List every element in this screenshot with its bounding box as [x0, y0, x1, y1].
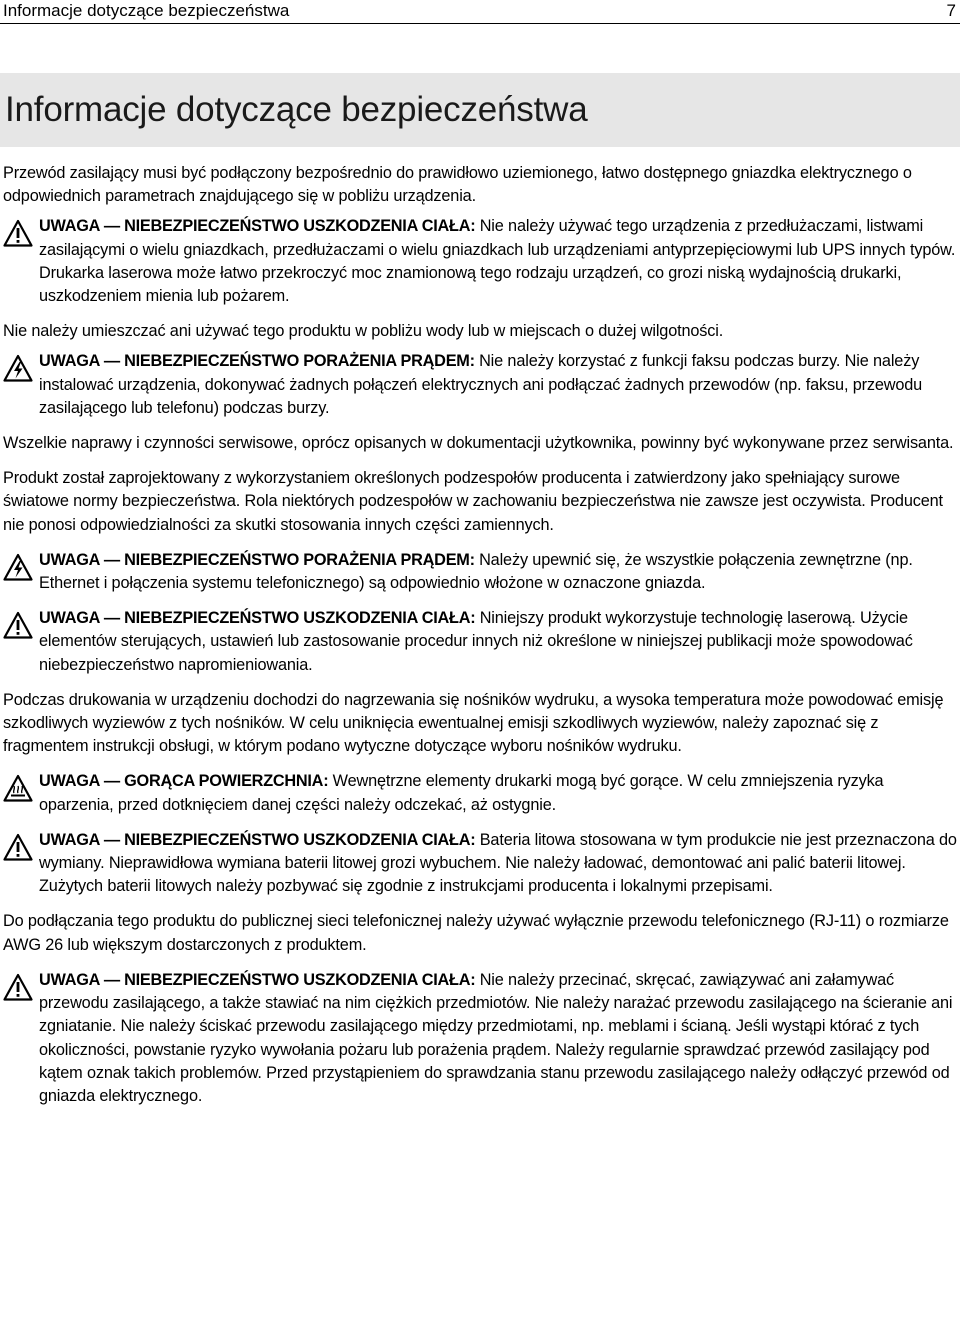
caution-text: Nie należy używać tego urządzenia z przedłużaczami, listwami zasilającymi o wielu gniazdkach, przedłużaczami o wielu gniazdkach lub urządzeniami antyprzepięciowymi lub UPS innych typów. Drukarka laserowa może łatwo przekroczyć moc znamionową tego rodzaju urządzeń, co grozi niską wydajnością drukarki, uszkodzeniem mienia lub pożarem.: [39, 217, 956, 306]
caution-text: Nie należy korzystać z funkcji faksu podczas burzy. Nie należy instalować urządzenia, dokonywać żadnych połączeń elektrycznych ani podłączać żadnych przewodów (np. faksu, przewodu zasilającego lub telefonu) podczas burzy.: [39, 352, 923, 417]
caution-text: Niniejszy produkt wykorzystuje technologię laserową. Użycie elementów sterujących, ustawień lub zastosowanie procedur innych niż określone w niniejszej publikacji może spowodować niebezpieczeństwo napromieniowania.: [39, 609, 913, 674]
caution-label: UWAGA — NIEBEZPIECZEŃSTWO USZKODZENIA CIAŁA:: [39, 970, 480, 989]
running-header: [0, 0, 960, 24]
hot-surface-icon: [3, 774, 33, 802]
page-title: Informacje dotyczące bezpieczeństwa: [5, 90, 588, 129]
warning-triangle-icon: [3, 611, 33, 639]
caution-injury-battery: [0, 829, 960, 899]
caution-injury-power-cord: [0, 969, 960, 1108]
paragraph-power-cord: Przewód zasilający musi być podłączony bezpośrednio do prawidłowo uziemionego, łatwo dostępnego gniazdka elektrycznego o odpowiednich parametrach znajdującego się w pobliżu urządzenia.: [3, 164, 912, 206]
caution-text: Należy upewnić się, że wszystkie połączenia zewnętrzne (np. Ethernet i połączenia systemu telefonicznego) są odpowiednio włożone w oznaczone gniazda.: [39, 550, 913, 593]
paragraph-components: Produkt został zaprojektowany z wykorzystaniem określonych podzespołów producenta i zatwierdzony jako spełniający surowe światowe normy bezpieczeństwa. Rola niektórych podzespołów w zachowaniu bezpieczeństwa nie zawsze jest oczywista. Producent nie ponosi odpowiedzialności za skutki stosowania innych części zamiennych.: [3, 469, 943, 534]
warning-triangle-icon: [3, 973, 33, 1001]
warning-triangle-icon: [3, 833, 33, 861]
caution-label: UWAGA — NIEBEZPIECZEŃSTWO PORAŻENIA PRĄDEM:: [39, 352, 480, 371]
electric-shock-icon: [3, 553, 33, 581]
caution-shock-connections: [0, 549, 960, 595]
paragraph-service: Wszelkie naprawy i czynności serwisowe, oprócz opisanych w dokumentacji użytkownika, powinny być wykonywane przez serwisanta.: [3, 434, 954, 453]
electric-shock-icon: [3, 354, 33, 382]
caution-label: UWAGA — NIEBEZPIECZEŃSTWO USZKODZENIA CIAŁA:: [39, 217, 480, 236]
paragraph-emissions: Podczas drukowania w urządzeniu dochodzi do nagrzewania się nośników wydruku, a wysoka temperatura może powodować emisję szkodliwych wyziewów z tych nośników. W celu uniknięcia ewentualnej emisji szkodliwych wyziewów, należy zapoznać się z fragmentem instrukcji obsługi, w którym podano wytyczne dotyczące wyboru nośników wydruku.: [3, 690, 944, 756]
caution-label: UWAGA — GORĄCA POWIERZCHNIA:: [39, 772, 333, 791]
caution-hot-surface: [0, 770, 960, 816]
page-number: 7: [946, 1, 956, 20]
paragraph-water: Nie należy umieszczać ani używać tego produktu w pobliżu wody lub w miejscach o dużej wilgotności.: [3, 322, 724, 341]
running-title: Informacje dotyczące bezpieczeństwa: [3, 1, 290, 20]
caution-text: Nie należy przecinać, skręcać, zawiązywać ani załamywać przewodu zasilającego, a także stawiać na nim ciężkich przedmiotów. Nie należy narażać przewodu zasilającego na ścieranie ani zgniatanie. Nie należy ściskać przewodu zasilającego między przedmiotami, np. meblami i ścianą. Jeśli wystąpi którać z tych okoliczności, powstanie ryzyko wywołania pożaru lub porażenia prądem. Należy regularnie sprawdzać przewód zasilający pod kątem oznak takich problemów. Przed przystąpieniem do sprawdzania stanu przewodu zasilającego należy odłączyć przewód od gniazda elektrycznego.: [39, 970, 953, 1105]
caution-text: Bateria litowa stosowana w tym produkcie nie jest przeznaczona do wymiany. Nieprawidłowa wymiana baterii litowej grozi wybuchem. Nie należy ładować, demontować ani palić baterii litowej. Zużytych baterii litowych należy pozbywać się zgodnie z instrukcjami producenta i lokalnymi przepisami.: [39, 830, 957, 896]
warning-triangle-icon: [3, 219, 33, 247]
caution-text: Wewnętrzne elementy drukarki mogą być gorące. W celu zmniejszenia ryzyka oparzenia, przed dotknięciem danej części należy odczekać, aż ostygnie.: [39, 772, 884, 814]
caution-injury-extension-cords: [0, 215, 960, 308]
caution-label: UWAGA — NIEBEZPIECZEŃSTWO PORAŻENIA PRĄDEM:: [39, 550, 480, 569]
caution-label: UWAGA — NIEBEZPIECZEŃSTWO USZKODZENIA CIAŁA:: [39, 830, 480, 849]
paragraph-telephone-cord: Do podłączania tego produktu do publicznej sieci telefonicznej należy używać wyłącznie przewodu telefonicznego (RJ-11) o rozmiarze AWG 26 lub większym dostarczonych z produktem.: [3, 912, 949, 954]
title-bar: [0, 73, 960, 147]
caution-injury-laser: [0, 607, 960, 677]
document-body: [0, 162, 960, 1108]
caution-label: UWAGA — NIEBEZPIECZEŃSTWO USZKODZENIA CIAŁA:: [39, 609, 480, 628]
caution-shock-storm: [0, 350, 960, 420]
